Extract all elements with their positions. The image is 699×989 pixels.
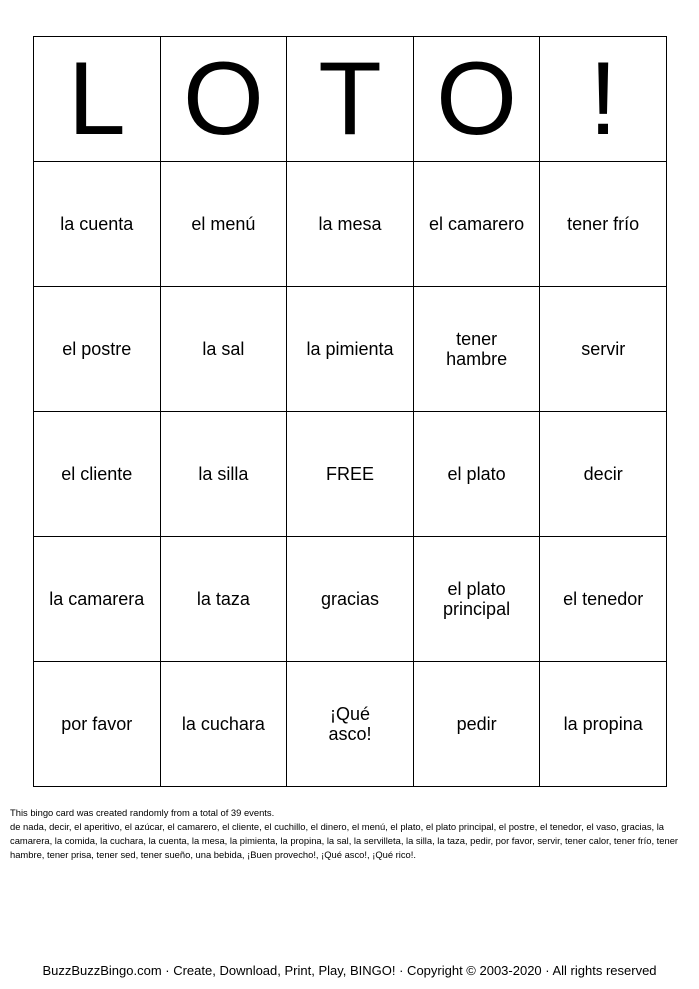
bingo-cell: la cuchara <box>160 662 287 787</box>
bingo-cell: servir <box>540 287 667 412</box>
header-letter: O <box>413 37 540 162</box>
header-letter: T <box>287 37 414 162</box>
bingo-cell: gracias <box>287 537 414 662</box>
bingo-cell: el postre <box>34 287 161 412</box>
header-letter: O <box>160 37 287 162</box>
bingo-cell: el camarero <box>413 162 540 287</box>
bingo-cell: la sal <box>160 287 287 412</box>
bingo-cell: tener frío <box>540 162 667 287</box>
bingo-cell: la camarera <box>34 537 161 662</box>
bingo-cell: el menú <box>160 162 287 287</box>
card-row <box>34 287 667 412</box>
bingo-cell: FREE <box>287 412 414 537</box>
page-footer: BuzzBuzzBingo.com · Create, Download, Print, Play, BINGO! · Copyright © 2003-2020 · All rights reserved <box>42 963 657 978</box>
header-letter: ! <box>540 37 667 162</box>
card-row <box>34 162 667 287</box>
card-row <box>34 537 667 662</box>
header-letter: L <box>34 37 161 162</box>
bingo-cell: la propina <box>540 662 667 787</box>
info-events-list: de nada, decir, el aperitivo, el azúcar, el camarero, el cliente, el cuchillo, el dinero, el menú, el plato, el plato principal, el postre, el tenedor, el vaso, gracias, la camarera, la comida, la cuchara, la cuenta, la mesa, la pimienta, la propina, la sal, la servilleta, la silla, la taza, pedir, por favor, servir, tener calor, tener frío, tener hambre, tener prisa, tener sed, tener sueño, una bebida, ¡Buen provecho!, ¡Qué asco!, ¡Qué rico!. <box>10 821 679 860</box>
bingo-cell: la cuenta <box>34 162 161 287</box>
bingo-cell: la silla <box>160 412 287 537</box>
bingo-cell: la pimienta <box>287 287 414 412</box>
bingo-cell: pedir <box>413 662 540 787</box>
bingo-cell: ¡Qué asco! <box>287 662 414 787</box>
info-intro: This bingo card was created randomly from a total of 39 events. <box>10 807 275 818</box>
bingo-cell: decir <box>540 412 667 537</box>
bingo-cell: tener hambre <box>413 287 540 412</box>
bingo-cell: el plato <box>413 412 540 537</box>
header-row <box>34 37 667 162</box>
card-row <box>34 662 667 787</box>
bingo-cell: el tenedor <box>540 537 667 662</box>
bingo-cell: la mesa <box>287 162 414 287</box>
card-row <box>34 412 667 537</box>
bingo-cell: el cliente <box>34 412 161 537</box>
bingo-cell: por favor <box>34 662 161 787</box>
card-info <box>10 806 688 862</box>
bingo-card <box>33 36 667 787</box>
bingo-cell: la taza <box>160 537 287 662</box>
bingo-cell: el plato principal <box>413 537 540 662</box>
